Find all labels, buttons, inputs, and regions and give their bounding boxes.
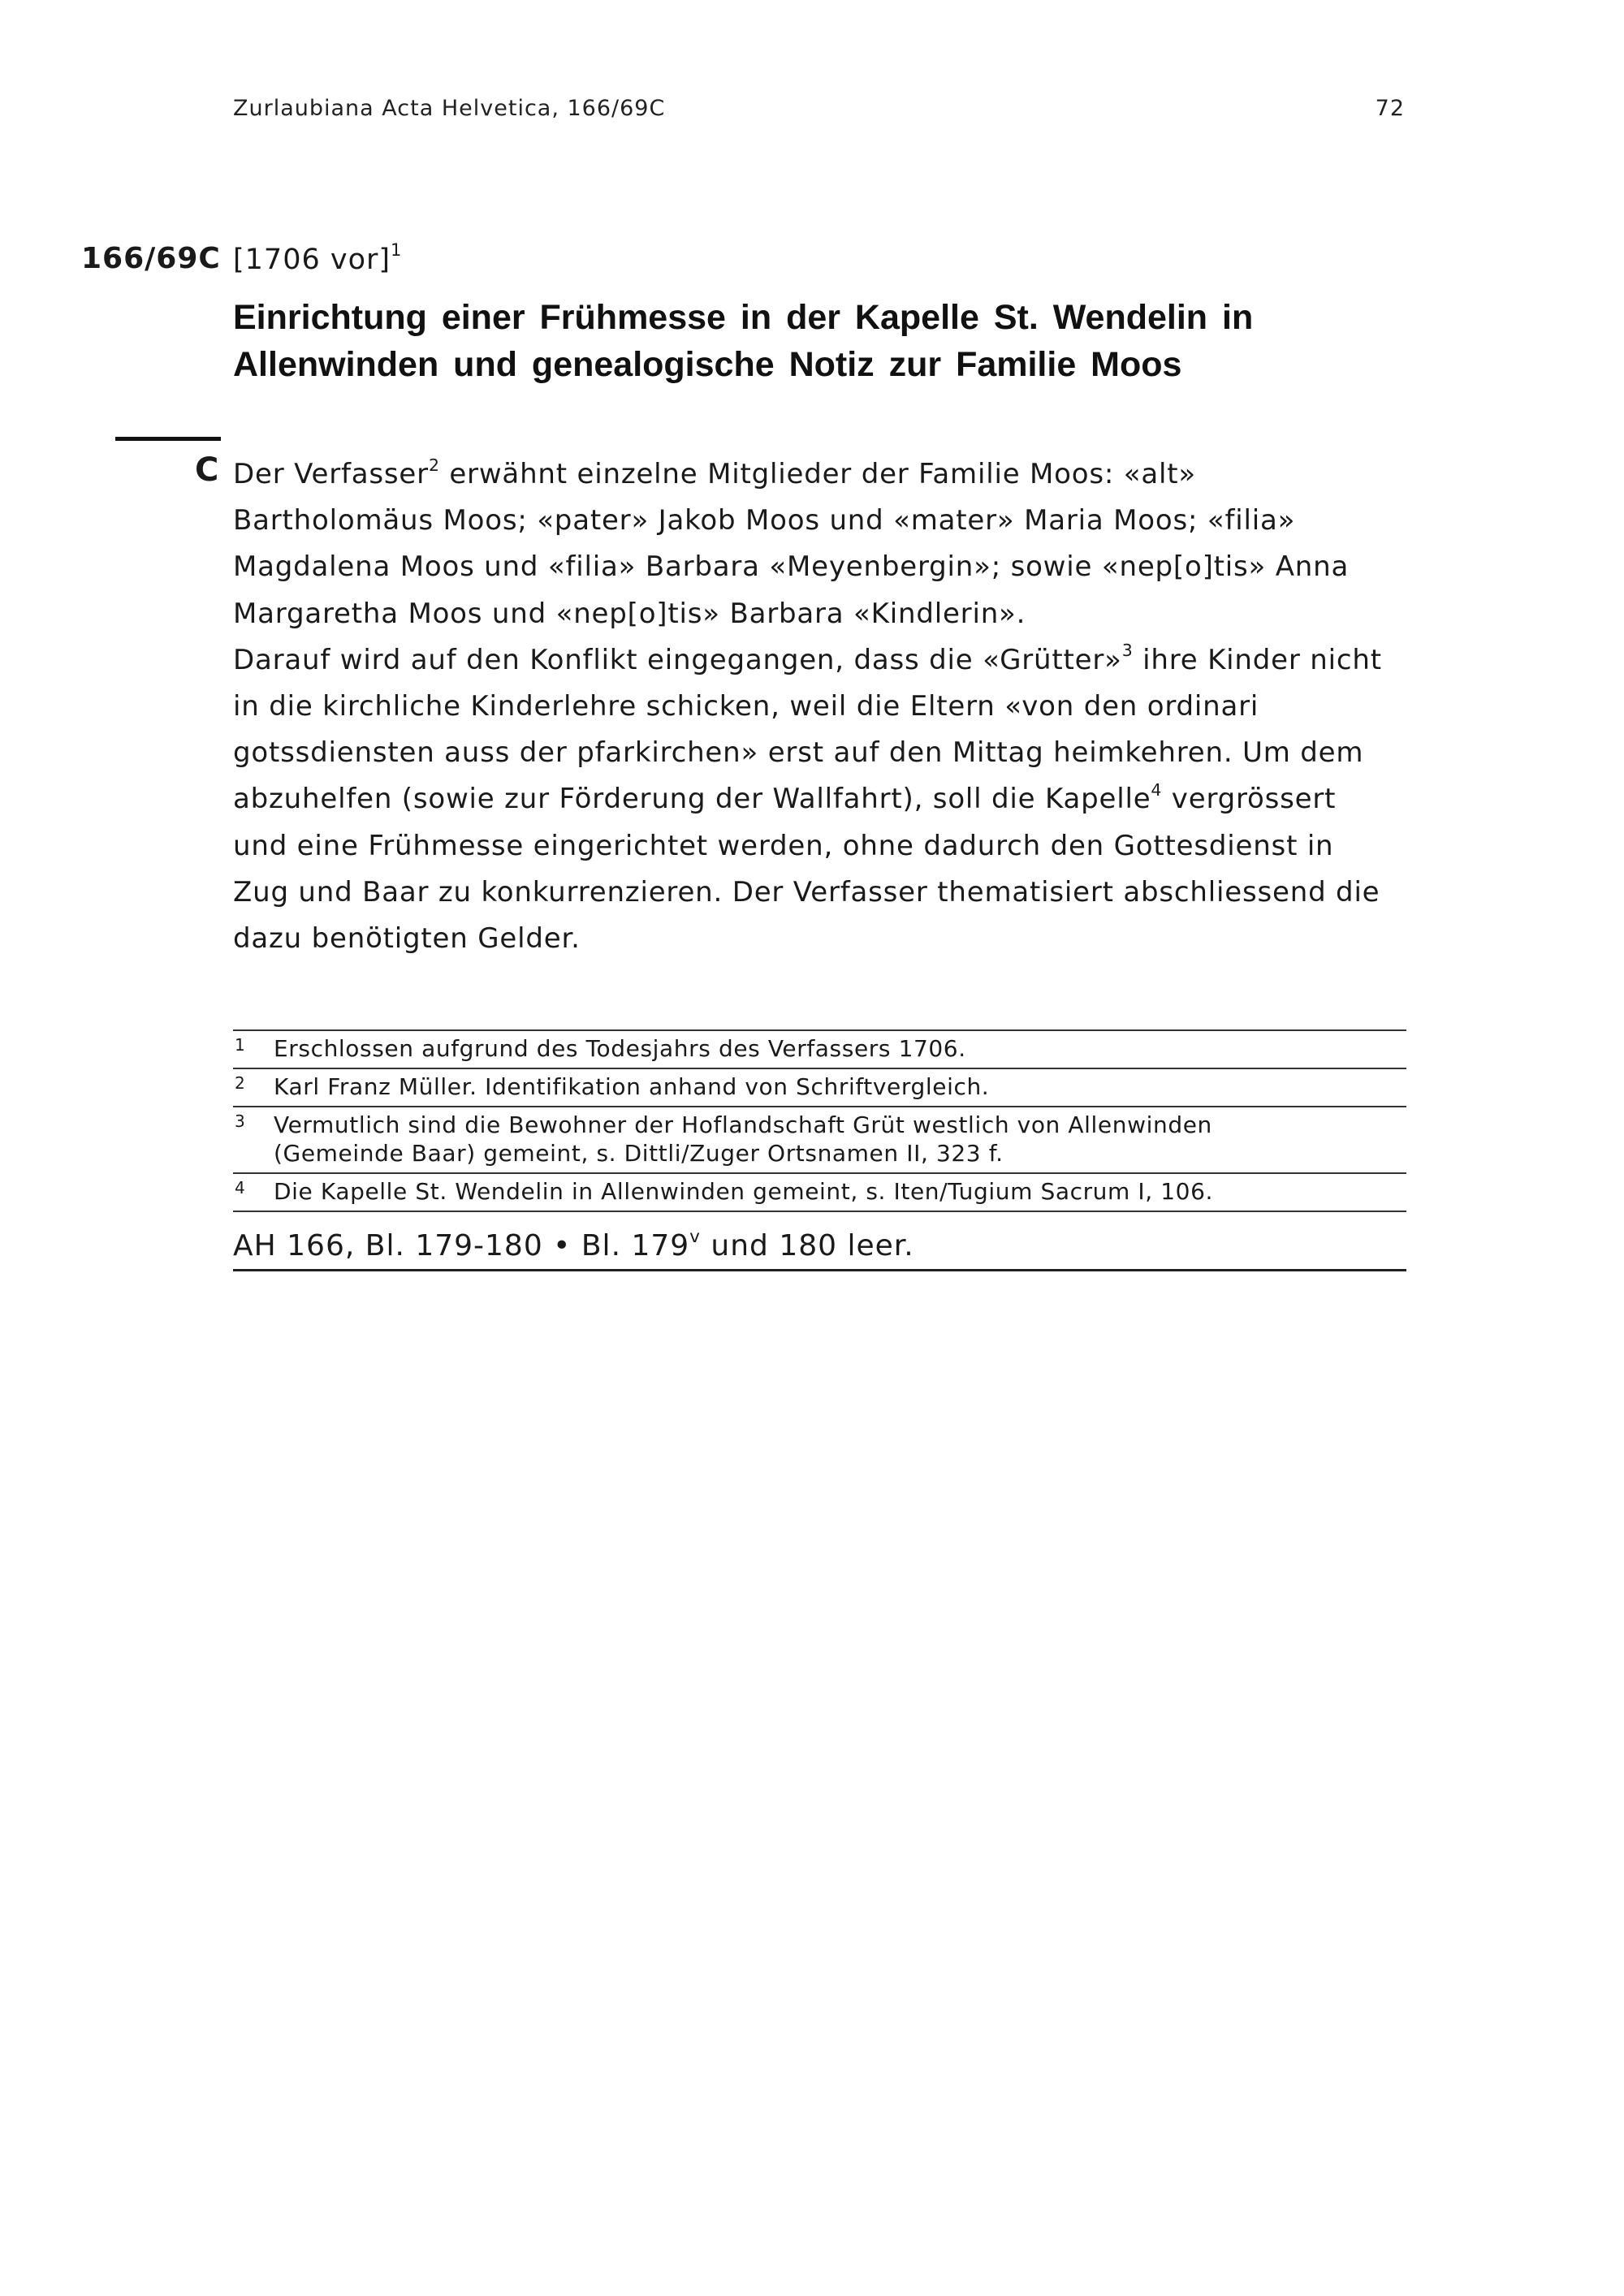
footnote-4 — [233, 1174, 1406, 1212]
entry-date — [233, 240, 403, 276]
text-line: Margaretha Moos und «nep[o]tis» Barbara «Kindlerin». — [233, 597, 1026, 630]
text-line: in die kirchliche Kinderlehre schicken, weil die Eltern «von den ordinari — [233, 690, 1259, 723]
margin-mark: C — [195, 451, 219, 489]
running-title: Zurlaubiana Acta Helvetica, 166/69C — [233, 96, 666, 121]
footnote-1 — [233, 1031, 1406, 1069]
footnote-2 — [233, 1069, 1406, 1107]
footnote-3 — [233, 1107, 1406, 1174]
footnote-text: Karl Franz Müller. Identifikation anhand von Schriftvergleich. — [274, 1073, 990, 1100]
summary-text — [233, 451, 1406, 962]
footnote-ref-2[interactable]: 2 — [428, 455, 440, 475]
footnote-text: Erschlossen aufgrund des Todesjahrs des Verfassers 1706. — [274, 1035, 966, 1062]
text-line: gotssdiensten auss der pfarkirchen» erst auf den Mittag heimkehren. Um dem — [233, 736, 1364, 770]
footnote-number: 3 — [235, 1111, 246, 1131]
footnote-text: (Gemeinde Baar) gemeint, s. Dittli/Zuger Ortsnamen II, 323 f. — [274, 1140, 1004, 1167]
entry-title-line: Allenwinden und genealogische Notiz zur Familie Moos — [233, 345, 1182, 384]
footnote-number: 2 — [235, 1073, 246, 1093]
running-header — [233, 96, 1405, 121]
text-line: Darauf wird auf den Konflikt eingegangen, dass die «Grütter»$^3$ ihre Kinder nicht — [233, 641, 1382, 676]
footnote-ref-4[interactable]: 4 — [1151, 780, 1163, 801]
text-line: und eine Frühmesse eingerichtet werden, ohne dadurch den Gottesdienst in — [233, 829, 1334, 862]
footnote-text: Die Kapelle St. Wendelin in Allenwinden gemeint, s. Iten/Tugium Sacrum I, 106. — [274, 1178, 1214, 1205]
page-number: 72 — [1375, 96, 1405, 121]
verso-mark: v — [689, 1226, 701, 1247]
text-line: Bartholomäus Moos; «pater» Jakob Moos und «mater» Maria Moos; «filia» — [233, 504, 1296, 537]
entry-date-text: [1706 vor] — [233, 244, 391, 276]
footnote-text: Vermutlich sind die Bewohner der Hoflandschaft Grüt westlich von Allenwinden — [274, 1111, 1212, 1138]
footnotes — [233, 1029, 1406, 1212]
footnote-number: 4 — [235, 1178, 246, 1198]
text-line: Magdalena Moos und «filia» Barbara «Meyenbergin»; sowie «nep[o]tis» Anna — [233, 550, 1350, 584]
entry-title — [233, 294, 1410, 388]
margin-rule — [115, 437, 221, 441]
text-line: dazu benötigten Gelder. — [233, 922, 581, 956]
entry-title-line: Einrichtung einer Frühmesse in der Kapelle St. Wendelin in — [233, 298, 1254, 337]
footnote-number: 1 — [235, 1035, 246, 1055]
text-line: abzuhelfen (sowie zur Förderung der Wallfahrt), soll die Kapelle$^4$ vergrössert — [233, 780, 1337, 816]
footnote-ref-3[interactable]: 3 — [1121, 641, 1134, 661]
source-reference: AH 166, Bl. 179-180 • Bl. 179$^v$ und 180 leer. — [233, 1229, 1406, 1271]
entry-id: 166/69C — [81, 242, 221, 275]
footnote-ref-1[interactable]: 1 — [391, 240, 403, 261]
text-line: Zug und Baar zu konkurrenzieren. Der Verfasser thematisiert abschliessend die — [233, 875, 1380, 908]
text-line: Der Verfasser$^2$ erwähnt einzelne Mitglieder der Familie Moos: «alt» — [233, 455, 1196, 490]
